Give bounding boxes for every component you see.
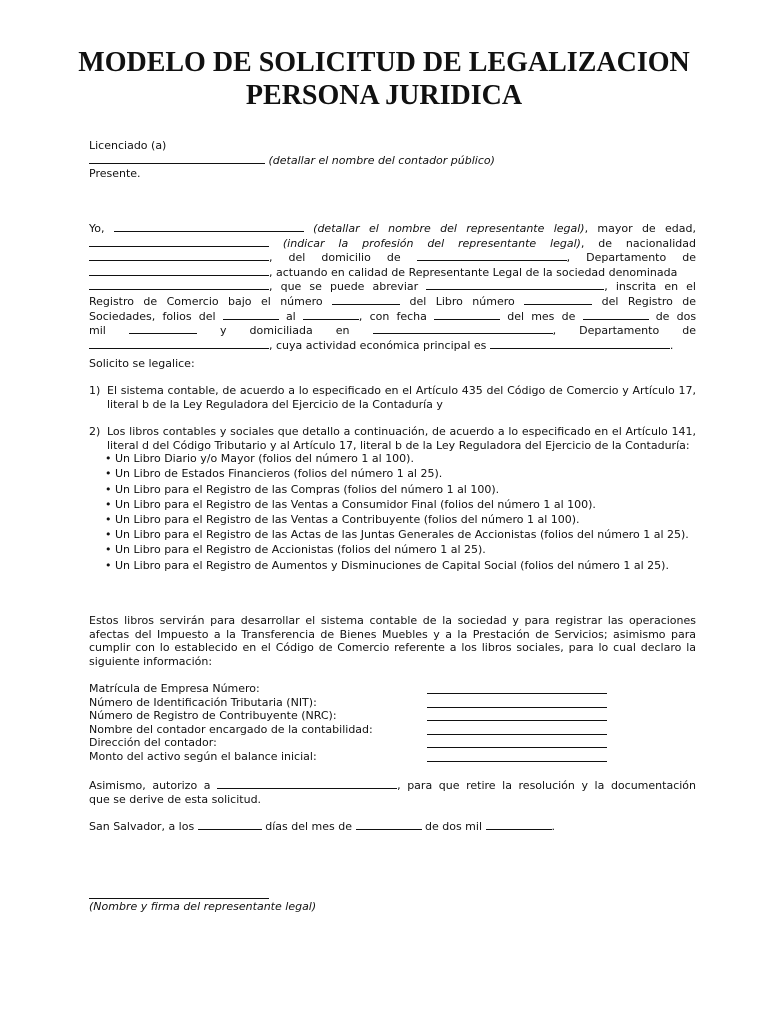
contador-name-blank[interactable] (89, 153, 265, 164)
fecha-mes-blank[interactable] (583, 309, 649, 320)
item-1-number: 1) (89, 384, 101, 397)
field-row (89, 723, 696, 737)
autorizado-blank[interactable] (217, 778, 397, 789)
document-title-line1: MODELO DE SOLICITUD DE LEGALIZACION (78, 47, 690, 78)
libro-numero-blank[interactable] (524, 294, 592, 305)
nrc-blank[interactable] (427, 711, 607, 721)
mes-blank[interactable] (356, 819, 422, 830)
libros-list (105, 452, 696, 572)
field-label: Dirección del contador: (89, 736, 217, 750)
field-label: Número de Registro de Contribuyente (NRC): (89, 709, 337, 723)
list-item: • Un Libro para el Registro de las Ventas a Consumidor Final (folios del número 1 al 100). (105, 498, 696, 512)
list-item: • Un Libro para el Registro de Aumentos y Disminuciones de Capital Social (folios del número 1 al 25). (105, 559, 696, 573)
representante-paragraph (89, 221, 696, 352)
body-line-2: (indicar la profesión del representante legal), de nacionalidad (89, 236, 696, 251)
field-row (89, 696, 696, 710)
declaration-fields (89, 682, 696, 764)
contador-direccion-blank[interactable] (427, 738, 607, 748)
solicito-label: Solicito se legalice: (89, 357, 195, 370)
item-2-text: Los libros contables y sociales que detallo a continuación, de acuerdo a lo especificado en el Artículo 141, literal d del Código Tributario y al Artículo 17, literal b de la Ley Reguladora del Ejercicio de la Contaduría: (107, 425, 696, 452)
estos-libros-paragraph: Estos libros servirán para desarrollar el sistema contable de la sociedad y para registrar las operaciones afectas del Impuesto a la Transferencia de Bienes Muebles y a la Prestación de Servicios; asimismo para cumplir con lo establecido en el Código de Comercio referente a los libros sociales, para lo cual declaro la siguiente información: (89, 614, 696, 668)
body-line-6: Registro de Comercio bajo el número del Libro número del Registro de (89, 294, 696, 308)
item-2-number: 2) (89, 425, 101, 438)
contador-line (89, 153, 495, 168)
body-line-7: Sociedades, folios del al , con fecha del mes de de dos (89, 309, 697, 323)
list-item: • Un Libro para el Registro de Accionistas (folios del número 1 al 25). (105, 543, 696, 557)
document-title-line2: PERSONA JURIDICA (245, 80, 523, 111)
body-line-3: , del domicilio de , Departamento de (89, 250, 696, 265)
field-label: Monto del activo según el balance inicial: (89, 749, 317, 763)
field-row (89, 682, 696, 696)
signature-line[interactable] (89, 886, 269, 899)
matricula-blank[interactable] (427, 684, 607, 694)
monto-activo-blank[interactable] (427, 752, 607, 762)
departamento-blank[interactable] (89, 265, 269, 276)
field-row (89, 750, 696, 764)
body-line-9: , cuya actividad económica principal es . (89, 338, 696, 353)
sociedad-name-blank[interactable] (89, 279, 269, 290)
body-line-8: mil y domiciliada en , Departamento de (89, 324, 696, 338)
list-item: • Un Libro para el Registro de las Compras (folios del número 1 al 100). (105, 483, 696, 497)
actividad-economica-blank[interactable] (490, 338, 670, 349)
autorizo-line-1: Asimismo, autorizo a , para que retire la resolución y la documentación (89, 779, 696, 792)
list-item: • Un Libro Diario y/o Mayor (folios del número 1 al 100). (105, 452, 696, 466)
item-1-text: El sistema contable, de acuerdo a lo especificado en el Artículo 435 del Código de Comercio y Artículo 17, literal b de la Ley Reguladora del Ejercicio de la Contaduría y (107, 384, 696, 411)
signature-caption: (Nombre y firma del representante legal) (89, 900, 317, 913)
field-label: Nombre del contador encargado de la contabilidad: (89, 722, 373, 736)
registro-numero-blank[interactable] (332, 294, 400, 305)
field-label: Matrícula de Empresa Número: (89, 682, 260, 695)
field-row (89, 736, 696, 750)
fecha-line: San Salvador, a los días del mes de de dos mil . (89, 820, 556, 833)
body-line-1: Yo, (detallar el nombre del representante legal), mayor de edad, (89, 222, 696, 235)
domicilio-blank-2[interactable] (417, 250, 567, 261)
nit-blank[interactable] (427, 698, 607, 708)
departamento-domicilio-blank[interactable] (89, 338, 269, 349)
profesion-blank[interactable] (89, 236, 269, 247)
contador-nombre-blank[interactable] (427, 725, 607, 735)
abreviatura-blank[interactable] (426, 279, 604, 290)
anio-blank[interactable] (486, 819, 552, 830)
list-item: • Un Libro de Estados Financieros (folios del número 1 al 25). (105, 467, 696, 481)
autorizo-line-2: que se derive de esta solicitud. (89, 792, 262, 806)
body-line-4: , actuando en calidad de Representante Legal de la sociedad denominada (89, 265, 696, 280)
list-item: • Un Libro para el Registro de las Actas de las Juntas Generales de Accionistas (folios del número 1 al 25). (105, 528, 696, 542)
presente-label: Presente. (89, 167, 141, 180)
item-1 (89, 384, 696, 411)
domicilio-blank-1[interactable] (89, 250, 269, 261)
fecha-dia-blank[interactable] (434, 309, 500, 320)
domiciliada-blank[interactable] (373, 323, 553, 334)
contador-hint: (detallar el nombre del contador público) (268, 154, 495, 167)
licenciado-label: Licenciado (a) (89, 139, 167, 152)
folio-hasta-blank[interactable] (303, 309, 359, 320)
dia-blank[interactable] (198, 819, 262, 830)
field-row (89, 709, 696, 723)
list-item: • Un Libro para el Registro de las Ventas a Contribuyente (folios del número 1 al 100). (105, 513, 696, 527)
folio-desde-blank[interactable] (223, 309, 279, 320)
autorizo-paragraph (89, 778, 696, 806)
body-line-5: , que se puede abreviar , inscrita en el (89, 279, 696, 294)
item-2 (89, 425, 696, 572)
representante-name-blank[interactable] (114, 221, 304, 232)
field-label: Número de Identificación Tributaria (NIT): (89, 695, 317, 709)
fecha-anio-blank[interactable] (129, 323, 197, 334)
